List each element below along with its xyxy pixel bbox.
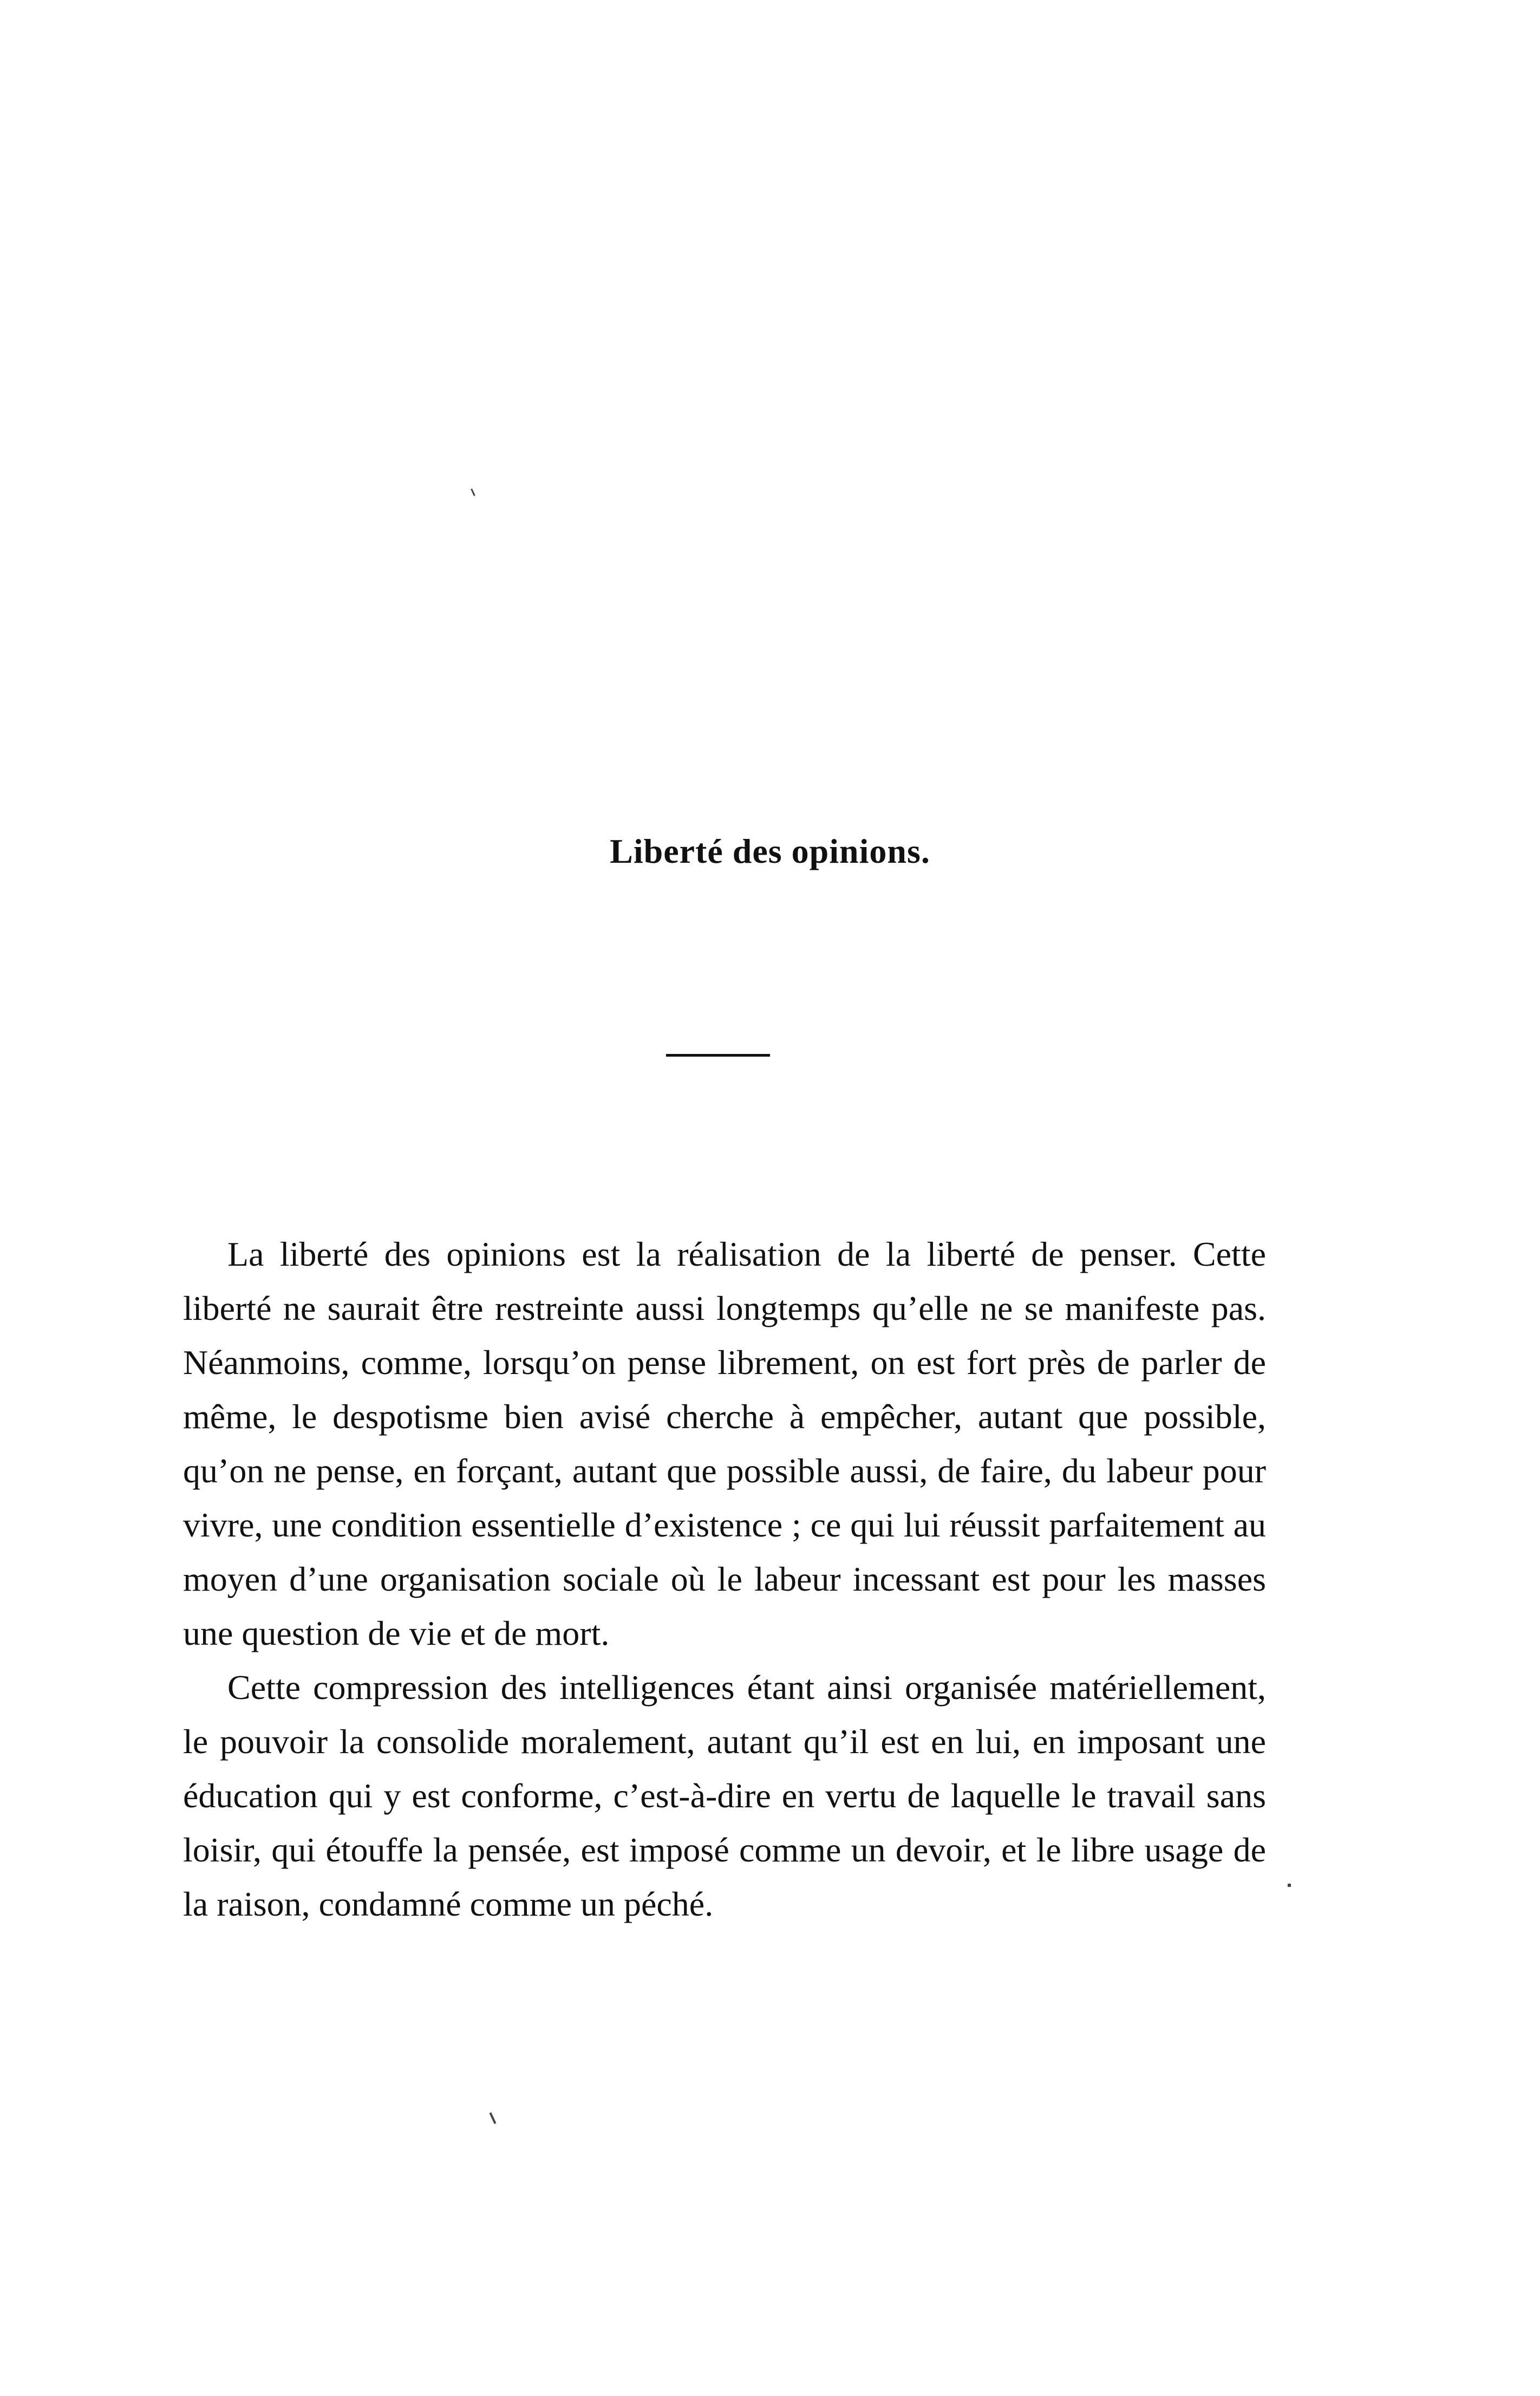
print-speck — [471, 489, 475, 496]
title-divider — [666, 1054, 770, 1057]
print-speck — [490, 2112, 497, 2124]
chapter-title: Liberté des opinions. — [610, 832, 930, 870]
print-speck — [1288, 1884, 1291, 1887]
body-text — [183, 1227, 1266, 1931]
paragraph: La liberté des opinions est la réalisation de la liberté de penser. Cette liberté ne saurait être restreinte aussi longtemps qu’elle ne se manifeste pas. Néanmoins, comme, lorsqu’on pense librement, on est fort près de parler de même, le despotisme bien avisé cherche à empêcher, autant que possible, qu’on ne pense, en forçant, autant que possible aussi, de faire, du labeur pour vivre, une condition essentielle d’existence ; ce qui lui réussit parfaitement au moyen d’une organisation sociale où le labeur incessant est pour les masses une question de vie et de mort. — [183, 1235, 1266, 1652]
paragraph: Cette compression des intelligences étant ainsi organisée matériellement, le pouvoir la consolide moralement, autant qu’il est en lui, en imposant une éducation qui y est conforme, c’est-à-dire en vertu de laquelle le travail sans loisir, qui étouffe la pensée, est imposé comme un devoir, et le libre usage de la raison, condamné comme un péché. — [183, 1668, 1266, 1923]
